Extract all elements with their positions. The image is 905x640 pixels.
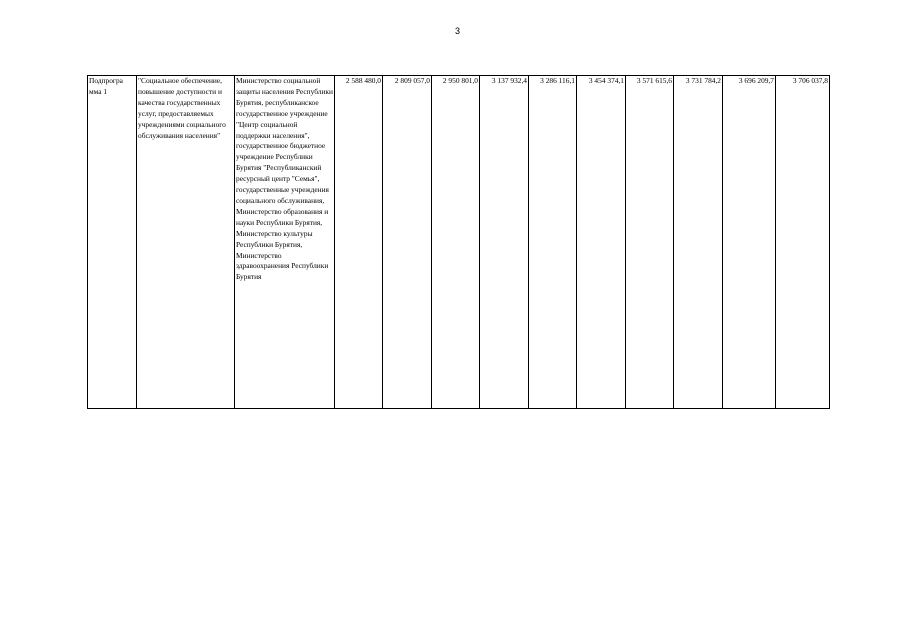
executors-cell: Министерство социальной защиты населения Республики Бурятия, республиканское государственное учреждение "Центр социальной поддержки населения", государственное бюджетное учреждение Республики Бурятия "Республиканский ресурсный центр "Семья", государственные учреждения социального обслуживания, Министерство образования и науки Республики Бурятия, Министерство культуры Республики Бурятия, Министерство здравоохранения Республики Бурятия <box>235 76 335 409</box>
value-cell: 3 696 209,7 <box>723 76 776 409</box>
budget-table <box>87 75 830 409</box>
value-cell: 3 731 784,2 <box>674 76 723 409</box>
value-cell: 3 286 116,1 <box>529 76 577 409</box>
subprogram-name-cell: "Социальное обеспечение, повышение доступности и качества государственных услуг, предоставляемых учреждениями социального обслуживания населения" <box>137 76 235 409</box>
value-cell: 3 454 374,1 <box>577 76 626 409</box>
value-cell: 2 809 057,0 <box>383 76 432 409</box>
value-cell: 3 706 037,8 <box>776 76 830 409</box>
subprogram-code-cell: Подпрогра мма 1 <box>88 76 137 409</box>
table-row <box>88 76 830 409</box>
value-cell: 2 588 480,0 <box>335 76 383 409</box>
value-cell: 2 950 801,0 <box>432 76 480 409</box>
value-cell: 3 137 932,4 <box>480 76 529 409</box>
value-cell: 3 571 615,6 <box>626 76 674 409</box>
page-number: 3 <box>455 26 461 36</box>
